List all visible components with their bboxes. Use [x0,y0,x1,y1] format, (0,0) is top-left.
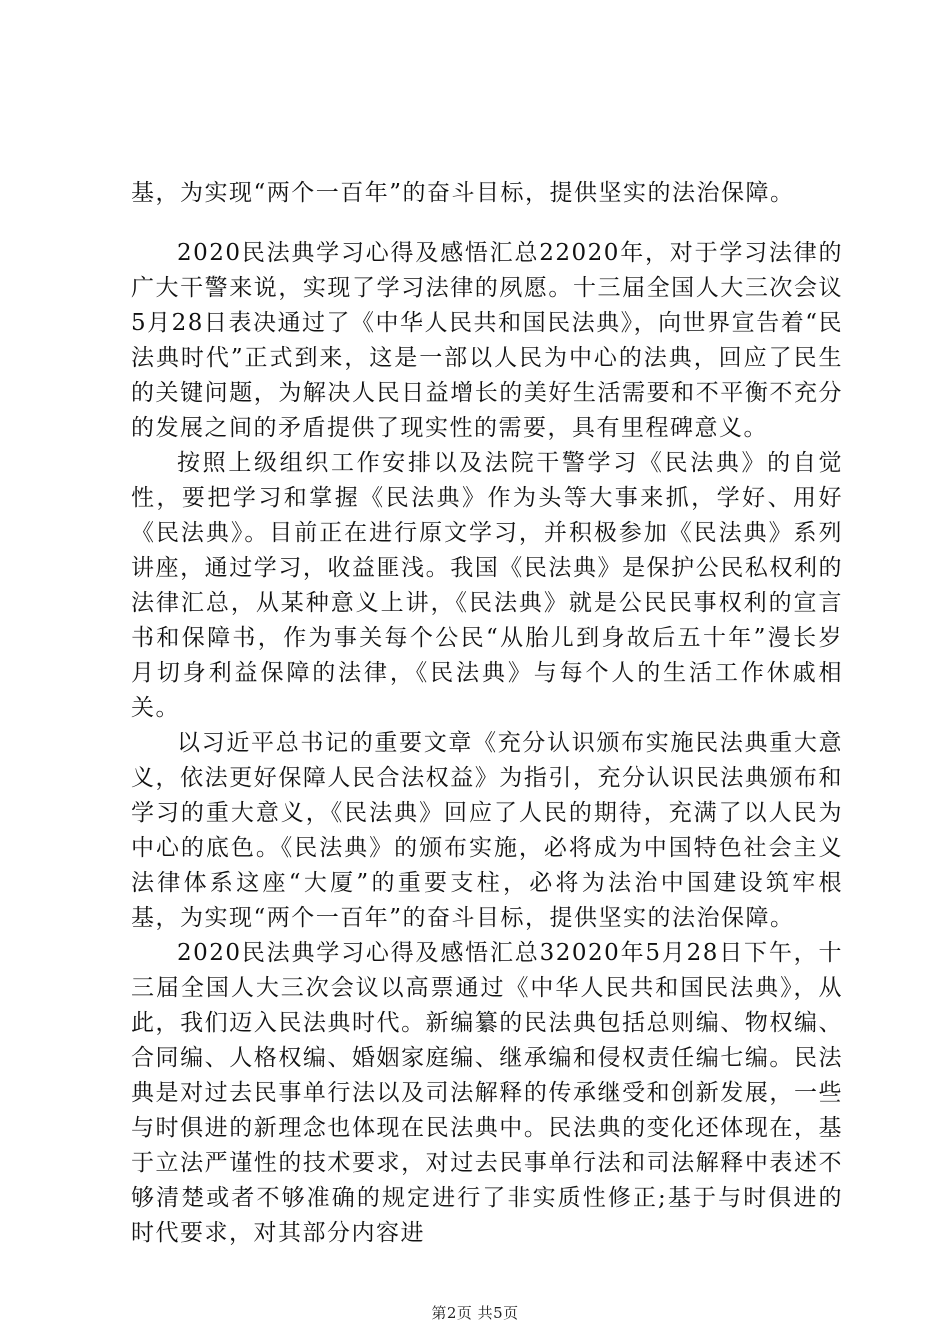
paragraph-section-3-intro: 2020民法典学习心得及感悟汇总32020年5月28日下午，十三届全国人大三次会议以高票通过《中华人民共和国民法典》，从此，我们迈入民法典时代。新编纂的民法典包括总则编、物权编、合同编、人格权编、婚姻家庭编、继承编和侵权责任编七编。民法典是对过去民事单行法以及司法解释的传承继受和创新发展，一些与时俱进的新理念也体现在民法典中。民法典的变化还体现在，基于立法严谨性的技术要求，对过去民事单行法和司法解释中表述不够清楚或者不够准确的规定进行了非实质性修正;基于与时俱进的时代要求，对其部分内容进 [131,940,843,1246]
paragraph-significance: 以习近平总书记的重要文章《充分认识颁布实施民法典重大意义，依法更好保障人民合法权益》为指引，充分认识民法典颁布和学习的重大意义，《民法典》回应了人民的期待，充满了以人民为中心的底色。《民法典》的颁布实施，必将成为中国特色社会主义法律体系这座“大厦”的重要支柱，必将为法治中国建设筑牢根基，为实现“两个一百年”的奋斗目标，提供坚实的法治保障。 [131,730,843,931]
document-body [131,176,843,1251]
paragraph-section-2-intro: 2020民法典学习心得及感悟汇总22020年，对于学习法律的广大干警来说，实现了学习法律的夙愿。十三届全国人大三次会议5月28日表决通过了《中华人民共和国民法典》，向世界宣告着“民法典时代”正式到来，这是一部以人民为中心的法典，回应了民生的关键问题，为解决人民日益增长的美好生活需要和不平衡不充分的发展之间的矛盾提供了现实性的需要，具有里程碑意义。 [131,240,843,441]
page-number-footer: 第2页 共5页 [431,1304,519,1322]
paragraph-continuation: 基，为实现“两个一百年”的奋斗目标，提供坚实的法治保障。 [131,180,795,206]
paragraph-study-arrangement: 按照上级组织工作安排以及法院干警学习《民法典》的自觉性，要把学习和掌握《民法典》作为头等大事来抓，学好、用好《民法典》。目前正在进行原文学习，并积极参加《民法典》系列讲座，通过学习，收益匪浅。我国《民法典》是保护公民私权利的法律汇总，从某种意义上讲，《民法典》就是公民民事权利的宣言书和保障书，作为事关每个公民“从胎儿到身故后五十年”漫长岁月切身利益保障的法律，《民法典》与每个人的生活工作休戚相关。 [131,450,843,721]
